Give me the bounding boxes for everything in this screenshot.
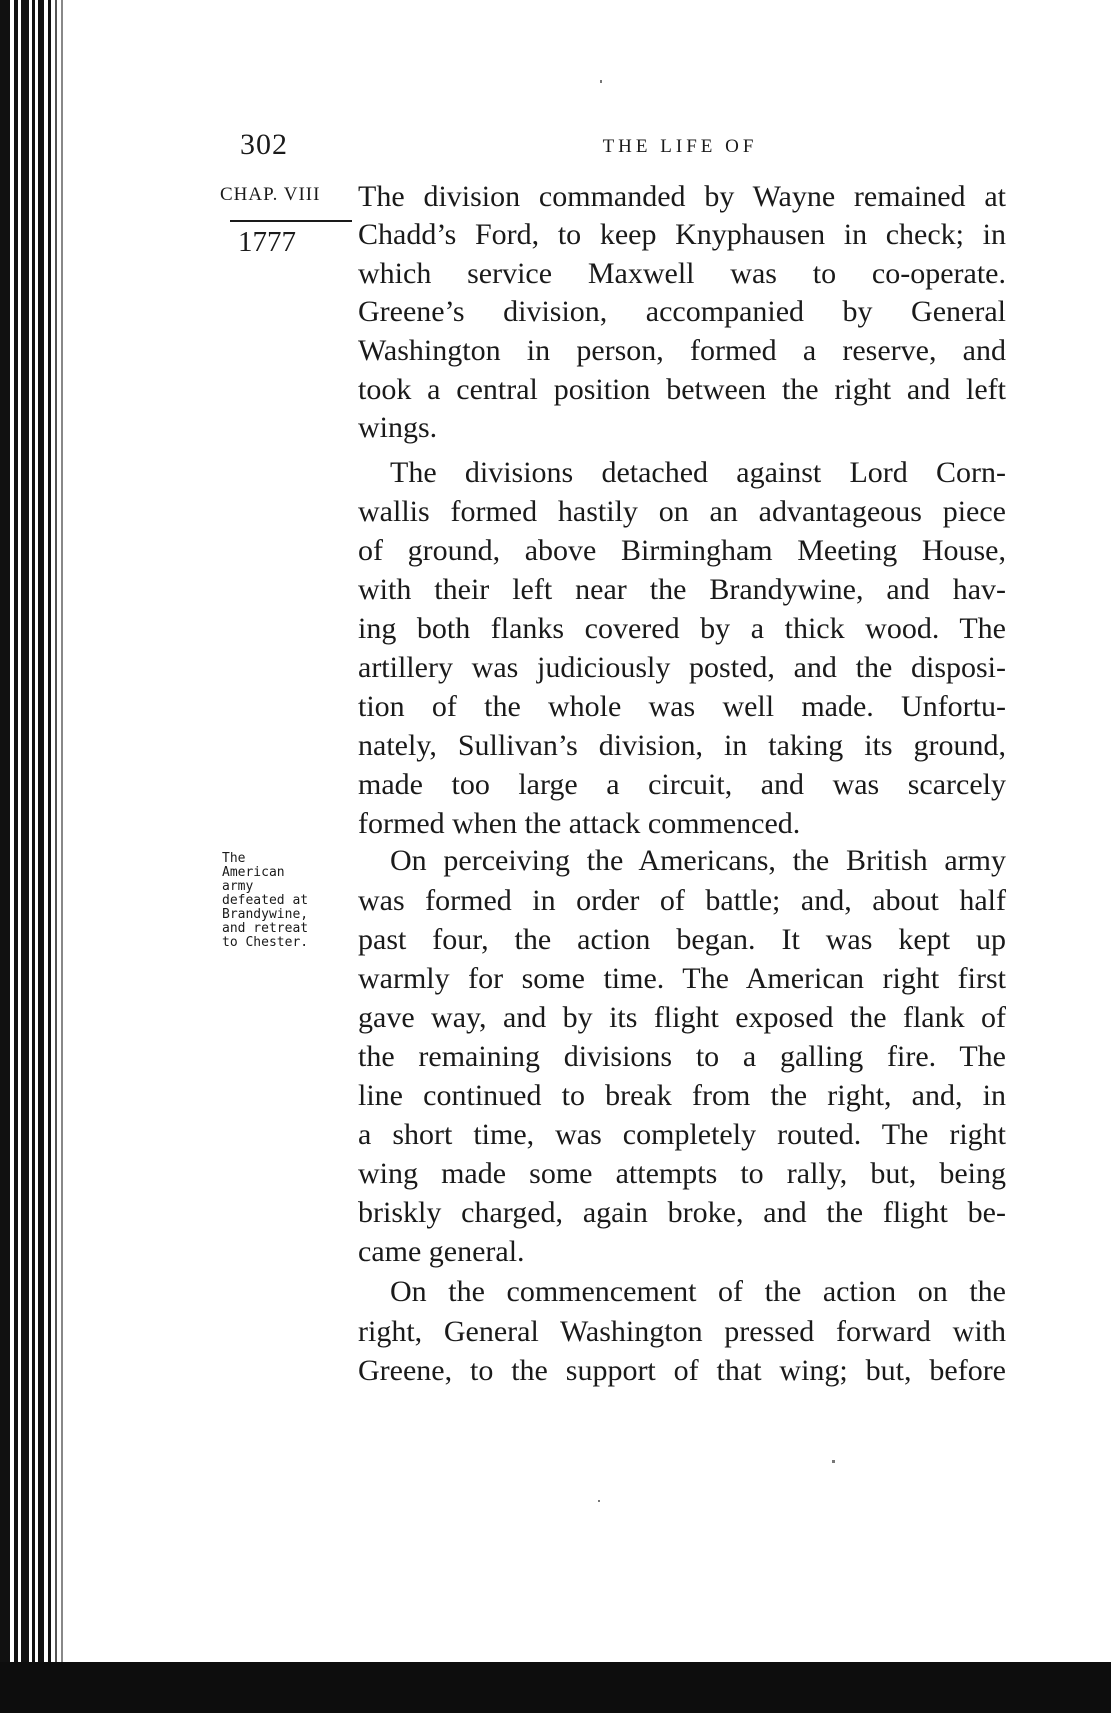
text-line: formed when the attack commenced. xyxy=(358,807,801,840)
scan-speck xyxy=(598,1500,600,1502)
text-line: line continued to break from the right, and, in xyxy=(358,1079,1006,1112)
chapter-label: CHAP. VIII xyxy=(220,184,321,205)
year-label: 1777 xyxy=(238,226,296,258)
text-line: briskly charged, again broke, and the flight be- xyxy=(358,1196,1006,1229)
text-line: took a central position between the right and left xyxy=(358,373,1006,406)
text-line: which service Maxwell was to co-operate. xyxy=(358,257,1006,290)
text-line: The division commanded by Wayne remained at xyxy=(358,180,1006,213)
text-line: wings. xyxy=(358,411,438,444)
text-line: Washington in person, formed a reserve, and xyxy=(358,334,1006,367)
text-line: past four, the action began. It was kept up xyxy=(358,923,1006,956)
book-gutter-edge xyxy=(0,0,72,1713)
text-line: Greene’s division, accompanied by General xyxy=(358,295,1006,328)
running-head: THE LIFE OF xyxy=(602,136,758,157)
text-line: The divisions detached against Lord Corn- xyxy=(390,456,1006,489)
chapter-rule xyxy=(230,220,352,222)
text-line: of ground, above Birmingham Meeting House, xyxy=(358,534,1006,567)
text-line: right, General Washington pressed forward with xyxy=(358,1315,1006,1348)
text-line: ing both flanks covered by a thick wood. The xyxy=(358,612,1006,645)
text-line: On perceiving the Americans, the British army xyxy=(390,844,1006,877)
text-line: artillery was judiciously posted, and the disposi- xyxy=(358,651,1006,684)
text-line: tion of the whole was well made. Unfortu- xyxy=(358,690,1006,723)
text-line: was formed in order of battle; and, about half xyxy=(358,884,1006,917)
text-line: wallis formed hastily on an advantageous piece xyxy=(358,495,1006,528)
text-line: gave way, and by its flight exposed the flank of xyxy=(358,1001,1006,1034)
text-line: Chadd’s Ford, to keep Knyphausen in check; in xyxy=(358,218,1006,251)
page-header xyxy=(0,128,1111,168)
text-line: with their left near the Brandywine, and hav- xyxy=(358,573,1006,606)
scan-speck xyxy=(832,1460,835,1463)
text-line: Greene, to the support of that wing; but, before xyxy=(358,1354,1006,1387)
text-line: warmly for some time. The American right first xyxy=(358,962,1006,995)
text-line: made too large a circuit, and was scarcely xyxy=(358,768,1006,801)
margin-note: The American army defeated at Brandywine, and retreat to Chester. xyxy=(222,851,309,950)
text-line: a short time, was completely routed. The right xyxy=(358,1118,1006,1151)
text-line: On the commencement of the action on the xyxy=(390,1275,1006,1308)
text-line: came general. xyxy=(358,1235,525,1268)
text-line: wing made some attempts to rally, but, being xyxy=(358,1157,1006,1190)
text-line: nately, Sullivan’s division, in taking its ground, xyxy=(358,729,1006,762)
page-number: 302 xyxy=(240,128,288,161)
text-line: the remaining divisions to a galling fire. The xyxy=(358,1040,1006,1073)
scan-speck xyxy=(600,80,602,83)
scan-bottom-edge xyxy=(0,1662,1111,1713)
